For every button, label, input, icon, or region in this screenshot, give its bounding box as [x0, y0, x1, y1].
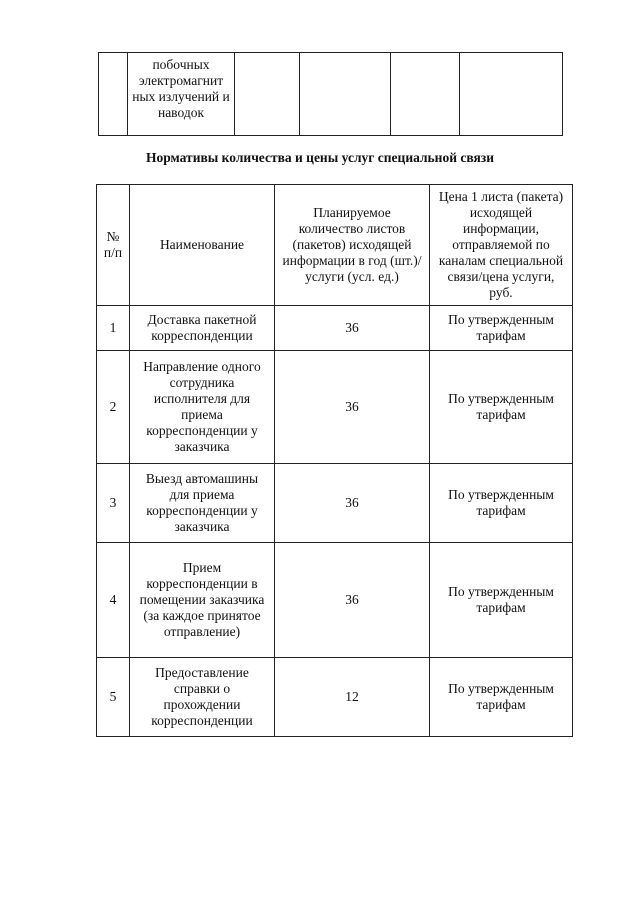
cell-qty: 36: [275, 543, 430, 658]
table-cell-empty: [300, 53, 391, 136]
cell-qty: 36: [275, 464, 430, 543]
cell-num: 4: [97, 543, 130, 658]
cell-price: По утвержденным тарифам: [430, 464, 573, 543]
cell-qty: 36: [275, 306, 430, 351]
cell-num: 3: [97, 464, 130, 543]
header-qty: Планируемое количество листов (пакетов) исходящей информации в год (шт.)/услуги (усл. ед.): [275, 185, 430, 306]
table-row: [97, 351, 573, 464]
table-row: [99, 53, 563, 136]
table-cell-empty: [391, 53, 460, 136]
section-title: Нормативы количества и цены услуг специальной связи: [146, 150, 494, 165]
cell-price: По утвержденным тарифам: [430, 306, 573, 351]
table-row: [97, 464, 573, 543]
cell-num: 1: [97, 306, 130, 351]
header-name: Наименование: [130, 185, 275, 306]
table-row: [97, 658, 573, 737]
table-header-row: [97, 185, 573, 306]
cell-name: Прием корреспонденции в помещении заказчика (за каждое принятое отправление): [130, 543, 275, 658]
services-table: [96, 184, 573, 737]
table-row: [97, 543, 573, 658]
cell-qty: 36: [275, 351, 430, 464]
cell-price: По утвержденным тарифам: [430, 351, 573, 464]
cell-name: Доставка пакетной корреспонденции: [130, 306, 275, 351]
cell-name: Выезд автомашины для приема корреспонденции у заказчика: [130, 464, 275, 543]
cell-name: Направление одного сотрудника исполнителя для приема корреспонденции у заказчика: [130, 351, 275, 464]
table-cell-name: побочных электромагнит ных излучений и наводок: [128, 53, 235, 136]
cell-num: 5: [97, 658, 130, 737]
cell-name: Предоставление справки о прохождении корреспонденции: [130, 658, 275, 737]
table-cell-empty: [235, 53, 300, 136]
table-row: [97, 306, 573, 351]
continued-table-fragment: [98, 52, 563, 136]
cell-num: 2: [97, 351, 130, 464]
cell-qty: 12: [275, 658, 430, 737]
cell-price: По утвержденным тарифам: [430, 658, 573, 737]
cell-price: По утвержденным тарифам: [430, 543, 573, 658]
table-cell-empty: [460, 53, 563, 136]
header-price: Цена 1 листа (пакета) исходящей информации, отправляемой по каналам специальной связи/цена услуги, руб.: [430, 185, 573, 306]
header-num: № п/п: [97, 185, 130, 306]
table-cell-empty: [99, 53, 128, 136]
